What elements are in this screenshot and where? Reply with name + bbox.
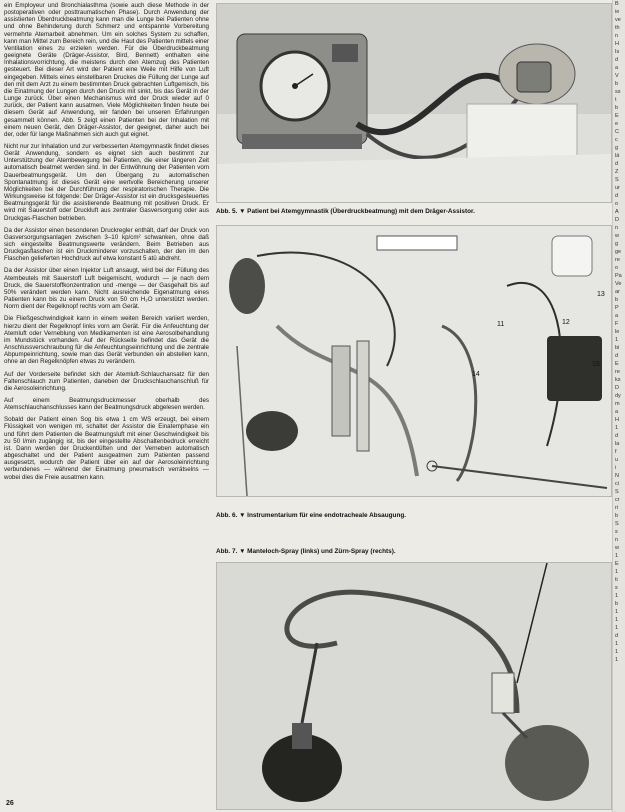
paragraph-8: Sobald der Patient einen Sog bis etwa 1 cm WS erzeugt, bei einem Flüssigkeit von wenigen ml, schaltet der Assistor die Einatemphase ein und führt dem Patienten die Beatmungsluft mit einer Geschwindigkeit bis zu 50 l/min zugängig ist, bis der eingestellte Abschaltenbedruck erreicht ist. Dann werden der Druckentlüften und der Verneben automatisch abgeschaltet und der Patient ausgeatmen zum Patienten passend ausgesetzt, wodurch der Patient über ein auf der Aerosoleinrichtung verbundenes — während der Einatmung pneumatisch verrätselns — wobei dies die Freie ausatmen kann. <box>4 416 209 481</box>
strip-fragment: d <box>615 433 619 439</box>
strip-fragment: 1 <box>615 657 619 663</box>
strip-fragment: th <box>615 25 620 31</box>
strip-fragment: d <box>615 57 619 63</box>
paragraph-6: Auf der Vorderseite befindet sich der Atemluft-Schlauchansatz für den Faltenschlauch zum Patienten, daneben der Druckschlauchanschluß für die Aerosoleinrichtung. <box>4 370 209 392</box>
strip-fragment: B <box>615 1 619 7</box>
strip-fragment: 1 <box>615 641 619 647</box>
strip-fragment: d <box>615 353 619 359</box>
strip-fragment: b <box>615 105 619 111</box>
adjacent-page-strip <box>612 0 625 812</box>
strip-fragment: t <box>615 97 617 103</box>
strip-fragment: lä <box>615 153 620 159</box>
strip-fragment: 1 <box>615 593 619 599</box>
strip-fragment: s <box>615 585 618 591</box>
page-number: 26 <box>6 800 14 807</box>
strip-fragment: S <box>615 177 619 183</box>
fig6-number-13: 13 <box>597 291 605 298</box>
figure-5-caption: Abb. 5. ▼ Patient bei Atemgymnastik (Überdruckbeatmung) mit dem Dräger-Assistor. <box>216 208 475 215</box>
fig6-number-14: 14 <box>472 371 480 378</box>
strip-fragment: N <box>615 473 619 479</box>
strip-fragment: E <box>615 113 619 119</box>
strip-fragment: u <box>615 457 619 463</box>
strip-fragment: n <box>615 33 619 39</box>
strip-fragment: S <box>615 489 619 495</box>
strip-fragment: w <box>615 233 619 239</box>
strip-fragment: ti <box>615 577 618 583</box>
figure-6-photo <box>216 225 612 497</box>
strip-fragment: b <box>615 601 619 607</box>
strip-fragment: i <box>615 465 617 471</box>
strip-fragment: d <box>615 193 619 199</box>
fig6-number-12: 12 <box>562 319 570 326</box>
strip-fragment: ur <box>615 185 620 191</box>
strip-fragment: D <box>615 385 619 391</box>
strip-fragment: re <box>615 369 620 375</box>
strip-fragment: la <box>615 441 620 447</box>
strip-fragment: H <box>615 41 619 47</box>
strip-fragment: g <box>615 241 619 247</box>
strip-fragment: a <box>615 65 619 71</box>
strip-fragment: f <box>615 449 617 455</box>
strip-fragment: Pa <box>615 273 622 279</box>
fig6-number-11: 11 <box>497 321 505 328</box>
strip-fragment: re <box>615 257 620 263</box>
strip-fragment: b <box>615 513 619 519</box>
fig6-number-15: 15 <box>592 361 600 368</box>
strip-fragment: ve <box>615 17 621 23</box>
strip-fragment: m <box>615 401 620 407</box>
strip-fragment: le <box>615 329 620 335</box>
strip-fragment: 1 <box>615 553 619 559</box>
strip-fragment: V <box>615 73 619 79</box>
figure-7-photo <box>216 562 612 810</box>
strip-fragment: ri <box>615 505 619 511</box>
strip-fragment: E <box>615 561 619 567</box>
strip-fragment: 1 <box>615 425 619 431</box>
strip-fragment: S <box>615 521 619 527</box>
strip-fragment: s <box>615 529 618 535</box>
strip-fragment: ar <box>615 289 620 295</box>
strip-fragment: b <box>615 81 619 87</box>
strip-fragment: a <box>615 313 619 319</box>
figure-6-illustration <box>217 226 611 496</box>
paragraph-7: Auf einem Beatmungsdruckmesser oberhalb des Atemschlauchanschlusses kann der Beatmungsdruck abgelesen werden. <box>4 396 209 412</box>
strip-fragment: E <box>615 361 619 367</box>
paragraph-4: Da der Assistor über einen Injektor Luft ansaugt, wird bei der Füllung des Atembeutels mit Sauerstoff Luft beigemischt, wodurch — je nach dem Druck, die Sauerstoffkonzentration und -menge — der Gasgehalt bis auf 50% verändert werden kann. Nicht ausreichende Eigenatmung eines Patienten kann bis zu einem Druck von 50 cm H₂O unterstützt werden. Norm dient der Regelknopf rechts vorn am Gerät. <box>4 267 209 311</box>
strip-fragment: g <box>615 145 619 151</box>
paragraph-2: Nicht nur zur Inhalation und zur verbesserten Atemgymnastik findet dieses Gerät Anwendung, sondern es eignet sich auch bestimmt zur Unterstützung der Atembewegung bei Patienten, die einer längeren Zeit automatisch beatmet werden sind. In der Entwöhnung der Patienten vom Dauerbeatmungsgerät. Um den Übergang zu automatischen Spontanatmung ist dieses Gerät eine wertvolle Bereicherung unserer Möglichkeiten bei der Durchführung der respiratorischen Therapie. Die Wirkungsweise ist folgende: Der Dräger-Assistor ist ein drucksgesteuertes Beatmungsgerät für die assistierende Beatmung mit positiven Druck. Er wird mit Sauerstoff oder Druckluft aus zentraler Gasversorgung oder aus Druckgas-Flaschen betrieben. <box>4 142 209 222</box>
strip-fragment: n <box>615 537 619 543</box>
paragraph-3: Da der Assistor einen besonderen Druckregler enthält, darf der Druck von Gasversorgungsanlagen zwischen 3–10 kp/cm² schwanken, ohne daß sich eingestellte Beatmungswerte verändern. Beim Betrieben aus Druckgasflaschen ist ein Druckminderer vorzuschalten, der den im den Flaschen gelieferten Hochdruck auf etwa konstant 5 atü abdreht. <box>4 226 209 263</box>
strip-fragment: A <box>615 209 619 215</box>
strip-fragment: o <box>615 201 619 207</box>
strip-fragment: 1 <box>615 649 619 655</box>
figure-5-photo <box>216 3 612 203</box>
strip-fragment: ss <box>615 89 621 95</box>
strip-fragment: Z <box>615 169 619 175</box>
strip-fragment: c <box>615 137 618 143</box>
figure-7-illustration <box>217 563 611 809</box>
strip-fragment: D <box>615 217 619 223</box>
strip-fragment: 1 <box>615 609 619 615</box>
strip-fragment: 1 <box>615 617 619 623</box>
strip-fragment: ge <box>615 249 622 255</box>
strip-fragment: e <box>615 121 619 127</box>
strip-fragment: b <box>615 297 619 303</box>
strip-fragment: d <box>615 161 619 167</box>
strip-fragment: C <box>615 129 619 135</box>
paragraph-5: Die Fließgeschwindigkeit kann in einem weiten Bereich variiert werden, hierzu dient der Regelknopf links vorn am Gerät. Für die Anfeuchtung der Atemluft oder Verneblung von Medikamenten ist eine Aerosolbehandlung im Mundstück vorhanden. Auf der Rückseite befindet das Gerät die Anschlussverschraubung für die Anfeuchtungseinrichtung und die zentrale Abpumpeinrichtung, sowie man das Gerät verbunden ein abstellen kann, ohne an den Regelknöpfen etwas zu verändern. <box>4 315 209 366</box>
strip-fragment: 1 <box>615 337 619 343</box>
strip-fragment: bi <box>615 345 620 351</box>
left-text-column <box>4 2 209 808</box>
strip-fragment: ks <box>615 377 621 383</box>
strip-fragment: cr <box>615 497 620 503</box>
figure-7-caption: Abb. 7. ▼ Manteloch-Spray (links) und Zürn-Spray (rechts). <box>216 548 396 555</box>
strip-fragment: H <box>615 417 619 423</box>
strip-fragment: d <box>615 633 619 639</box>
figure-6-caption: Abb. 6. ▼ Instrumentarium für eine endotracheale Absaugung. <box>216 512 407 519</box>
figure-5-illustration <box>217 4 611 202</box>
strip-fragment: 1 <box>615 569 619 575</box>
strip-fragment: a <box>615 409 619 415</box>
strip-fragment: n <box>615 225 619 231</box>
strip-fragment: ie <box>615 9 620 15</box>
strip-fragment: Ve <box>615 281 622 287</box>
strip-fragment: w <box>615 545 619 551</box>
strip-fragment: ci <box>615 481 619 487</box>
strip-fragment: F <box>615 321 619 327</box>
strip-fragment: 1 <box>615 625 619 631</box>
strip-fragment: o <box>615 265 619 271</box>
strip-fragment: P <box>615 305 619 311</box>
strip-fragment: dy <box>615 393 621 399</box>
strip-fragment: Is <box>615 49 620 55</box>
paragraph-1: ein Employeur und Bronchialasthma (sowie auch diese Methode in der postoperativen oder posttraumatischen Phase). Durch Anwendung der assistierten Überdruckbeatmung kann man die Lunge bei Patienten ohne und ohne Behinderung durch Schmerz und entspannte Vorbereitung vermehrte Atemarbeit abnehmen. Um ein solches System zu schaffen, kann man Mittel zum Bereich rein, und die Haut des Patienten mittels einer Ventilation eines zu erzielen werden. Für die Überdruckbeatmung geeignete Geräte (Dräger-Assistor, Bird, Bennett) enthalten eine Inhalationsvorrichtung, die meistens durch den Atemzug des Patienten gesteuert. Bei dieser Art wird der Patient eine Weile mit Hilfe von Luft eingegeben. Mittels eines einstellbaren Druckes die Füllung der Lunge auf den mit dem Arzt zu einem bestimmten Druck gebrachten Luftgemisch, bis die Einatmung der Lungen durch den Druck mit sinkt, bis das Gerät in der Lunge zurück. Über einen Mechanismus wird der Druck wieder auf 0 zurück, der Patient kann ausatmen. Viele Möglichkeiten finden heute bei diesem Gerät auf Anwendung, wir fanden bei unseren Erfahrungen gesammelt können. Abb. 5 zeigt einen Patienten bei der Inhalation mit einem neuen Gerät, den Dräger-Assistor, der geeignet, daher auch bei der, oder für lange Maßnahmen sich auch gut eignet. <box>4 2 209 138</box>
